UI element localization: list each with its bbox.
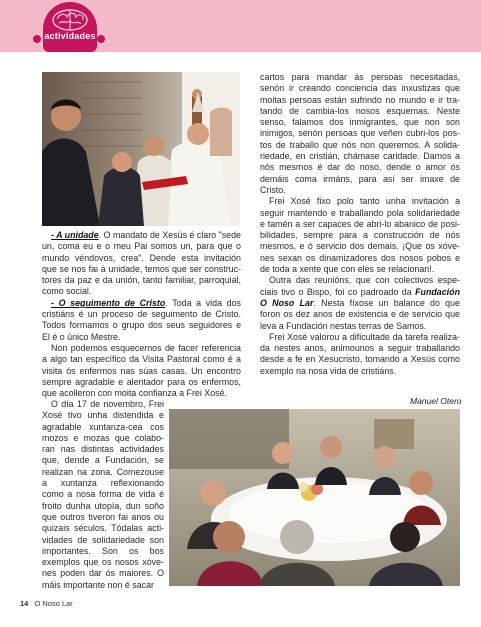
paragraph-sick-visit: Non podemos esquecernos de facer referencia a algo tan específico da Visita Pastoral como é a visita ós enfermos nas súas casas. Un encontro sempre agradable e alentador para os enfermos, que acolleron con moita confianza a Frei Xosé. <box>42 342 241 399</box>
ceremony-photo <box>42 72 240 226</box>
paragraph-following <box>42 298 241 343</box>
paragraph-youth-meeting: O día 17 de novembro, Frei Xosé tivo unha distendida e agradable xuntanza-cea cos mozos e mozas que colabo-ran nas distintas actividades que, dende a Fundación, se realizan na zona. Comezouse a xuntanza reflexionando como a nosa forma de vida é froito dunha utopía, dun soño que outros tiveron fai anos ou quizais séculos. Tódalas acti-vidades de solidariedade son importantes. Son os bos exemplos que os nosos xóve-nes poden dar ós maiores. O máis importante non é sacar <box>42 399 164 590</box>
paragraph-unity <box>42 230 241 298</box>
paragraph-invitation: Frei Xosé fixo polo tanto unha invitación a seguir mantendo e traballando pola solidariedade e tamén a ser capaces de abri-lo abanico de posi-bilidades, sempre para a construcción de nós mesmos, e ó servicio dos demais. ¡Que os xóve-nes sexan os dinamizadores dos nosos pobos e de toda a xente que con eles se relacionan!. <box>260 196 460 275</box>
left-column <box>42 230 241 399</box>
brain-logo-icon <box>43 2 97 52</box>
lead-following: - O seguimento de Cristo <box>51 297 166 308</box>
magazine-name: O Noso Lar <box>34 599 73 608</box>
paragraph-following-text: . Toda a vida dos cristiáns é un proceso de seguimento de Cristo. Todos formamos o grupo dos seus seguidores e El é o único Mestre. <box>42 297 241 342</box>
header-left-dot <box>33 35 41 43</box>
paragraph-closing: Frei Xosé valorou a dificultade da tarefa realiza-da nestes anos, animounos a seguir traballando desde a fe en Xesucristo, tomando a Xesús como exemplo na nosa vida de cristiáns. <box>260 331 460 376</box>
paragraph-foundation-b: . Nesta fíxose un balance do que foron os dez anos de existencia e de servicio que leva a Fundación nestas terras de Samos. <box>260 297 460 331</box>
paragraph-unity-text: . O mandato de Xesús é claro "sede un, coma eu e o meu Pai somos un, para que o mundo véndovos, crea". Dende esta invitación que se nos fai á unidade, temos que ser construc-tores da paz e da unión, tanto familiar, parroquial, como social. <box>42 230 241 297</box>
page-number: 14 <box>20 599 29 608</box>
meeting-photo <box>169 409 460 586</box>
page-footer <box>20 599 73 608</box>
section-title: actividades <box>44 31 96 41</box>
right-column <box>260 72 460 377</box>
paragraph-solidarity: cartos para mandar ás persoas necesitadas, senón ir creando conciencia das inxustizas que moitas persoas están sufrindo no mundo e ir tra-tando de cambia-los nosos esquemas. Neste senso, falamos dos inmigrantes, que non son inimigos, senón persoas que veñen cubri-los pos-tos de traballo que nós non queremos. A solida-riedade, en cristián, chámase caridade. Damos a nós mesmos é dar do noso, dende o amor ós demáis coma irmáns, para así ser imaxe de Cristo. <box>260 72 460 195</box>
lead-unity: - A unidade <box>51 230 99 240</box>
author-signature: Manuel Otero <box>410 396 462 406</box>
foundation-name: Fundación O Noso Lar <box>260 286 460 308</box>
paragraph-foundation <box>260 275 460 331</box>
paragraph-foundation-a: Outra das reunións, que con colectivos espe-ciais tivo o Bispo, foi co padroado da <box>260 275 460 297</box>
header-right-dot <box>97 35 105 43</box>
left-column-narrow <box>42 399 164 591</box>
